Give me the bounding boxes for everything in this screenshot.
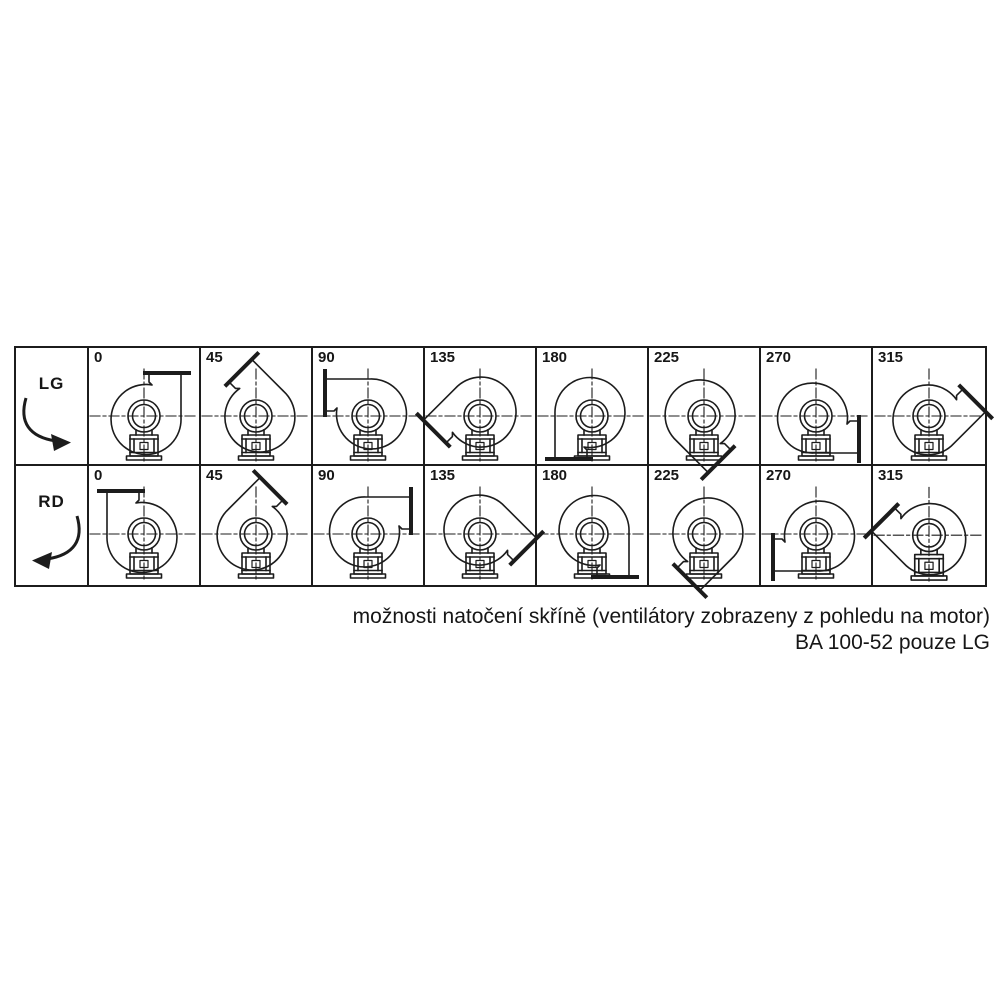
angle-label: 90 — [318, 467, 335, 484]
row-header-rd — [16, 466, 89, 585]
scroll-housing — [547, 378, 625, 459]
centerline-crosshair — [650, 487, 758, 580]
centerline-crosshair — [90, 369, 198, 462]
outlet-flange — [960, 386, 991, 417]
centerline-crosshair — [202, 487, 310, 580]
fan-cell-lg-270 — [761, 348, 873, 466]
scroll-housing — [559, 496, 637, 577]
angle-label: 90 — [318, 349, 335, 366]
curved-arrow-counterclockwise-icon — [16, 466, 87, 578]
fan-cell-lg-90 — [313, 348, 425, 466]
angle-label: 315 — [878, 467, 904, 484]
centerline-crosshair — [874, 487, 984, 582]
fan-cell-rd-180 — [537, 466, 649, 585]
angle-label: 270 — [766, 467, 792, 484]
angle-label: 0 — [94, 467, 103, 484]
scroll-housing — [645, 365, 758, 478]
fan-cell-rd-270 — [761, 466, 873, 585]
outlet-flange — [226, 354, 257, 385]
caption-line-2: BA 100-52 pouze LG — [795, 631, 990, 654]
fan-cell-lg-45 — [201, 348, 313, 466]
angle-label: 135 — [430, 467, 456, 484]
centerline-crosshair — [202, 369, 310, 462]
fan-cell-lg-315 — [873, 348, 985, 466]
scroll-housing — [99, 491, 177, 572]
angle-label: 180 — [542, 349, 568, 366]
fan-cell-lg-0 — [89, 348, 201, 466]
fan-cell-rd-0 — [89, 466, 201, 585]
fan-cell-rd-135 — [425, 466, 537, 585]
centerline-crosshair — [650, 369, 758, 462]
centerline-crosshair — [426, 369, 534, 462]
scroll-housing — [866, 481, 981, 596]
angle-label: 225 — [654, 349, 680, 366]
angle-label: 180 — [542, 467, 568, 484]
angle-label: 45 — [206, 349, 223, 366]
caption-line-1: možnosti natočení skříně (ventilátory zobrazeny z pohledu na motor) — [352, 605, 990, 628]
rotation-table — [14, 346, 987, 587]
angle-label: 270 — [766, 349, 792, 366]
outlet-flange — [255, 472, 286, 503]
row-label-rd: RD — [38, 492, 65, 511]
fan-diagram — [89, 348, 199, 464]
fan-cell-lg-180 — [537, 348, 649, 466]
fan-cell-rd-225 — [649, 466, 761, 585]
fan-cell-rd-315 — [873, 466, 985, 585]
fan-diagram — [89, 466, 199, 585]
angle-label: 135 — [430, 349, 456, 366]
angle-label: 0 — [94, 349, 103, 366]
scroll-housing — [111, 373, 189, 454]
row-header-lg — [16, 348, 89, 466]
scroll-housing — [325, 371, 406, 449]
centerline-crosshair — [90, 487, 198, 580]
angle-label: 315 — [878, 349, 904, 366]
figure-caption — [353, 604, 990, 656]
scroll-housing — [650, 483, 763, 596]
fan-cell-lg-135 — [425, 348, 537, 466]
fan-cell-rd-45 — [201, 466, 313, 585]
fan-cell-lg-225 — [649, 348, 761, 466]
scroll-housing — [878, 362, 991, 475]
curved-arrow-clockwise-icon — [16, 348, 87, 460]
centerline-crosshair — [426, 487, 534, 580]
fan-cell-rd-90 — [313, 466, 425, 585]
row-label-lg: LG — [38, 374, 65, 393]
centerline-crosshair — [875, 369, 983, 462]
scroll-housing — [330, 489, 411, 567]
angle-label: 225 — [654, 467, 680, 484]
angle-label: 45 — [206, 467, 223, 484]
